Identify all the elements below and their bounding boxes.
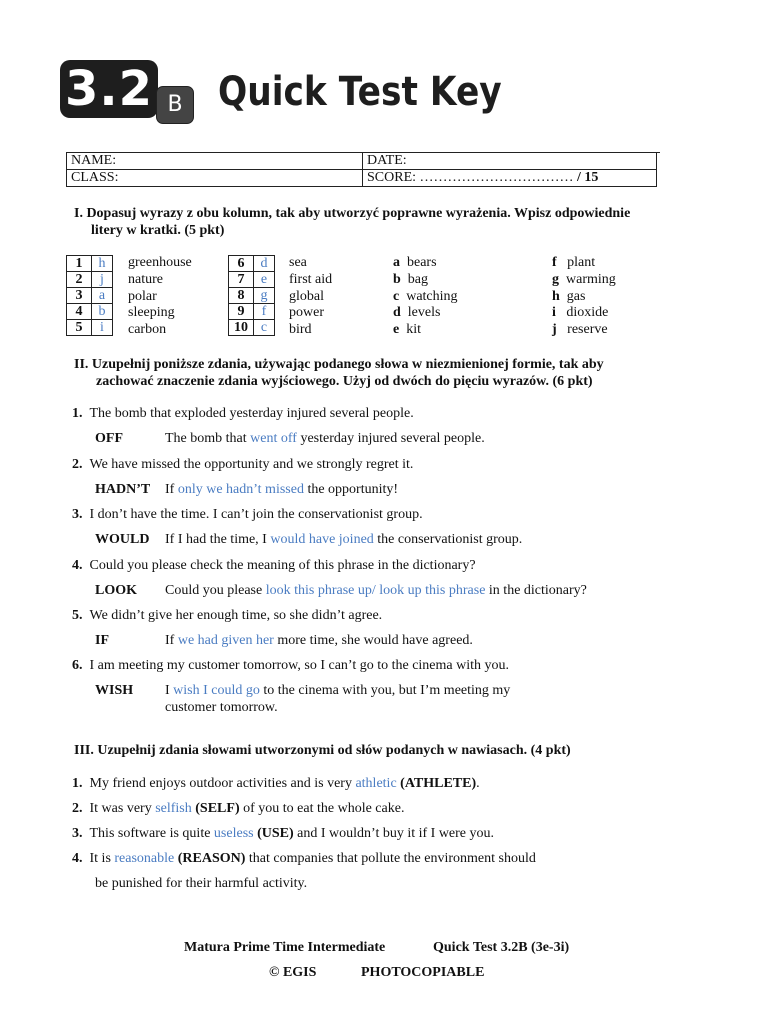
list-item: bird xyxy=(289,322,312,338)
score-total: / 15 xyxy=(573,170,599,185)
keyword: IF xyxy=(95,633,109,648)
list-item: d levels xyxy=(393,305,441,321)
list-item: j reserve xyxy=(552,322,608,338)
list-item: 6. I am meeting my customer tomorrow, so I can’t go to the cinema with you. xyxy=(72,658,510,673)
list-item: c watching xyxy=(393,288,458,304)
word-list-1 xyxy=(128,255,192,339)
list-item: 2. It was very selfish (SELF) of you to eat the whole cake. xyxy=(72,801,405,816)
list-item: sea xyxy=(289,255,307,270)
box-num: 4 xyxy=(67,304,92,320)
box-answer: i xyxy=(92,320,113,336)
answer-line-continued: customer tomorrow. xyxy=(165,700,278,715)
list-item: greenhouse xyxy=(128,255,192,270)
word-list-2 xyxy=(289,255,332,339)
class-label: CLASS: xyxy=(67,170,363,187)
score-label: SCORE: …………………………… xyxy=(367,170,574,185)
date-label: DATE: xyxy=(363,153,657,170)
list-item: f plant xyxy=(552,255,596,270)
box-answer: f xyxy=(254,304,275,320)
box-answer: a xyxy=(92,288,113,304)
box-answer: d xyxy=(254,256,275,272)
list-item: global xyxy=(289,288,324,304)
section1-heading-line1: I. Dopasuj wyrazy z obu kolumn, tak aby utworzyć poprawne wyrażenia. Wpisz odpowiednie xyxy=(74,206,631,221)
footer-test: Quick Test 3.2B (3e-3i) xyxy=(433,940,570,955)
box-num: 5 xyxy=(67,320,92,336)
list-item: 1. My friend enjoys outdoor activities and is very athletic (ATHLETE). xyxy=(72,776,480,791)
answer-line: If only we hadn’t missed the opportunity! xyxy=(165,482,399,497)
answer-line: If I had the time, I would have joined the conservationist group. xyxy=(165,532,523,547)
box-answer: h xyxy=(92,256,113,272)
list-item: 4. It is reasonable (REASON) that companies that pollute the environment should xyxy=(72,851,536,866)
name-label: NAME: xyxy=(67,153,363,170)
keyword: WISH xyxy=(95,683,134,698)
keyword: LOOK xyxy=(95,583,138,598)
answer-line: If we had given her more time, she would have agreed. xyxy=(165,633,473,648)
box-num: 1 xyxy=(67,256,92,272)
version-badge: B xyxy=(156,86,194,124)
box-answer: g xyxy=(254,288,275,304)
student-info-table xyxy=(66,152,657,187)
list-item: 4. Could you please check the meaning of this phrase in the dictionary? xyxy=(72,558,476,573)
section3-heading: III. Uzupełnij zdania słowami utworzonymi od słów podanych w nawiasach. (4 pkt) xyxy=(74,743,571,758)
list-item: 1. The bomb that exploded yesterday injured several people. xyxy=(72,406,414,421)
list-item: first aid xyxy=(289,271,333,287)
list-item: 3. This software is quite useless (USE) and I wouldn’t buy it if I were you. xyxy=(72,826,495,841)
box-num: 9 xyxy=(229,304,254,320)
box-answer: e xyxy=(254,272,275,288)
list-item: polar xyxy=(128,288,157,304)
box-num: 3 xyxy=(67,288,92,304)
list-item: g warming xyxy=(552,271,616,287)
box-answer: c xyxy=(254,320,275,336)
footer-photocopiable: PHOTOCOPIABLE xyxy=(361,965,485,980)
options-left xyxy=(393,255,458,339)
section2-heading-line2: zachować znaczenie zdania wyjściowego. Użyj od dwóch do pięciu wyrazów. (6 pkt) xyxy=(96,374,593,389)
options-right xyxy=(552,255,616,339)
match-box-2 xyxy=(228,255,275,336)
list-item: h gas xyxy=(552,288,586,304)
list-item: e kit xyxy=(393,322,421,338)
unit-badge: 3.2 xyxy=(60,60,158,118)
box-num: 2 xyxy=(67,272,92,288)
keyword: OFF xyxy=(95,431,123,446)
list-item: nature xyxy=(128,271,163,287)
list-item: sleeping xyxy=(128,305,175,321)
list-item: carbon xyxy=(128,322,167,338)
section2-heading-line1: II. Uzupełnij poniższe zdania, używając podanego słowa w niezmienionej formie, tak aby xyxy=(74,357,604,372)
list-item: b bag xyxy=(393,271,429,287)
list-item-continued: be punished for their harmful activity. xyxy=(95,876,308,891)
box-answer: j xyxy=(92,272,113,288)
list-item: 3. I don’t have the time. I can’t join the conservationist group. xyxy=(72,507,423,522)
list-item: 5. We didn’t give her enough time, so she didn’t agree. xyxy=(72,608,383,623)
box-num: 6 xyxy=(229,256,254,272)
list-item: i dioxide xyxy=(552,305,609,321)
footer-copyright: © EGIS xyxy=(269,965,317,980)
box-answer: b xyxy=(92,304,113,320)
keyword: WOULD xyxy=(95,532,150,547)
list-item: 2. We have missed the opportunity and we strongly regret it. xyxy=(72,457,414,472)
box-num: 7 xyxy=(229,272,254,288)
box-num: 8 xyxy=(229,288,254,304)
score-cell xyxy=(363,170,657,187)
page-title: Quick Test Key xyxy=(218,69,502,115)
box-num: 10 xyxy=(229,320,254,336)
answer-line: Could you please look this phrase up/ look up this phrase in the dictionary? xyxy=(165,583,587,598)
match-box-1 xyxy=(66,255,113,336)
keyword: HADN’T xyxy=(95,482,151,497)
list-item: power xyxy=(289,305,324,321)
answer-line: I wish I could go to the cinema with you, but I’m meeting my xyxy=(165,683,511,698)
section1-heading-line2: litery w kratki. (5 pkt) xyxy=(91,223,225,238)
list-item: a bears xyxy=(393,255,437,270)
answer-line: The bomb that went off yesterday injured several people. xyxy=(165,431,485,446)
footer-book: Matura Prime Time Intermediate xyxy=(184,940,386,955)
